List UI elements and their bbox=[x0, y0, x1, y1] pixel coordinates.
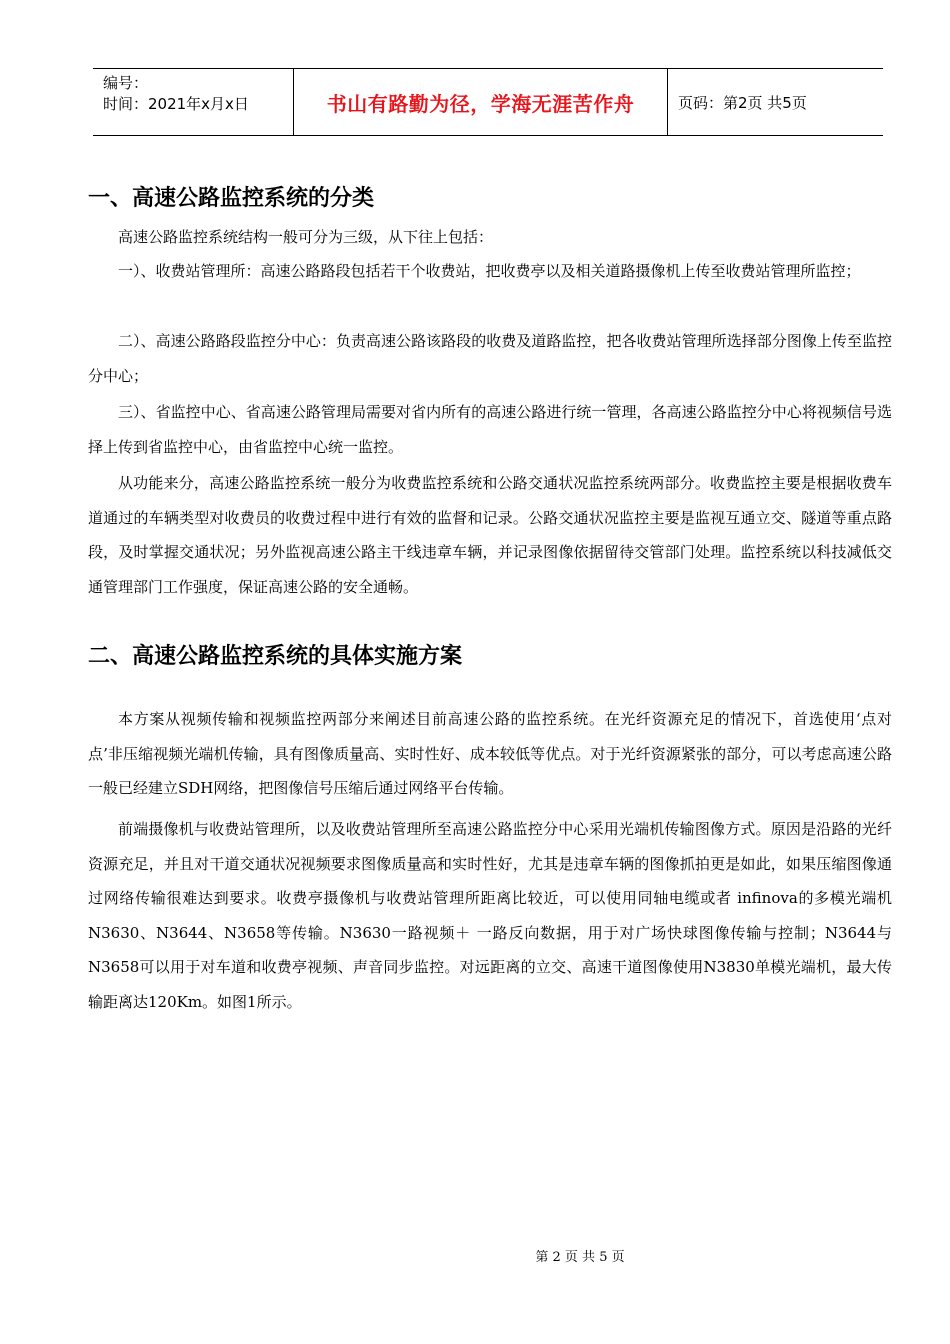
section2-paragraph-1: 本方案从视频传输和视频监控两部分来阐述目前高速公路的监控系统。在光纤资源充足的情况下，首选使用‘点对点’非压缩视频光端机传输，具有图像质量高、实时性好、成本较低等优点。对于光纤资源紧张的部分，可以考虑高速公路一般已经建立SDH网络，把图像信号压缩后通过网络平台传输。 bbox=[88, 710, 892, 797]
section2-title: 二、高速公路监控系统的具体实施方案 bbox=[88, 644, 463, 669]
page-footer: 第 2 页 共 5 页 bbox=[535, 1250, 625, 1265]
document-header bbox=[93, 68, 883, 136]
section1-paragraph-5: 从功能来分，高速公路监控系统一般分为收费监控系统和公路交通状况监控系统两部分。收费监控主要是根据收费车道通过的车辆类型对收费员的收费过程中进行有效的监督和记录。公路交通状况监控主要是监视互通立交、隧道等重点路段，及时掌握交通状况；另外监视高速公路主干线违章车辆，并记录图像依据留待交管部门处理。监控系统以科技减低交通管理部门工作强度，保证高速公路的安全通畅。 bbox=[88, 474, 892, 596]
section1-paragraph-3: 二）、高速公路路段监控分中心：负责高速公路该路段的收费及道路监控，把各收费站管理所选择部分图像上传至监控分中心； bbox=[88, 332, 892, 385]
section1-paragraph-4: 三）、省监控中心、省高速公路管理局需要对省内所有的高速公路进行统一管理，各高速公路监控分中心将视频信号选择上传到省监控中心，由省监控中心统一监控。 bbox=[88, 403, 892, 456]
section1-paragraph-2: 一）、收费站管理所：高速公路路段包括若干个收费站，把收费亭以及相关道路摄像机上传至收费站管理所监控； bbox=[118, 262, 861, 280]
section2-paragraph-2: 前端摄像机与收费站管理所，以及收费站管理所至高速公路监控分中心采用光端机传输图像方式。原因是沿路的光纤资源充足，并且对干道交通状况视频要求图像质量高和实时性好，尤其是违章车辆的图像抓拍更是如此，如果压缩图像通过网络传输很难达到要求。收费亭摄像机与收费站管理所距离比较近，可以使用同轴电缆或者 infinova的多模光端机N3630、N3644、N3658等传输。N3630一路视频＋ 一路反向数据，用于对广场快球图像传输与控制；N3644与N3658可以用于对车道和收费亭视频、声音同步监控。对远距离的立交、高速干道图像使用N3830单模光端机，最大传输距离达120Km。如图1所示。 bbox=[88, 820, 892, 1011]
section1-paragraph-1: 高速公路监控系统结构一般可分为三级，从下往上包括： bbox=[118, 228, 494, 246]
section1-title: 一、高速公路监控系统的分类 bbox=[88, 186, 375, 211]
header-page-label: 页码：第2页 共5页 bbox=[678, 93, 807, 112]
header-meta-cell bbox=[93, 69, 294, 135]
time-label: 时间：2021年x月x日 bbox=[103, 95, 249, 113]
number-label: 编号： bbox=[103, 74, 149, 92]
header-page-cell bbox=[668, 69, 883, 135]
header-motto: 书山有路勤为径，学海无涯苦作舟 bbox=[294, 69, 668, 135]
